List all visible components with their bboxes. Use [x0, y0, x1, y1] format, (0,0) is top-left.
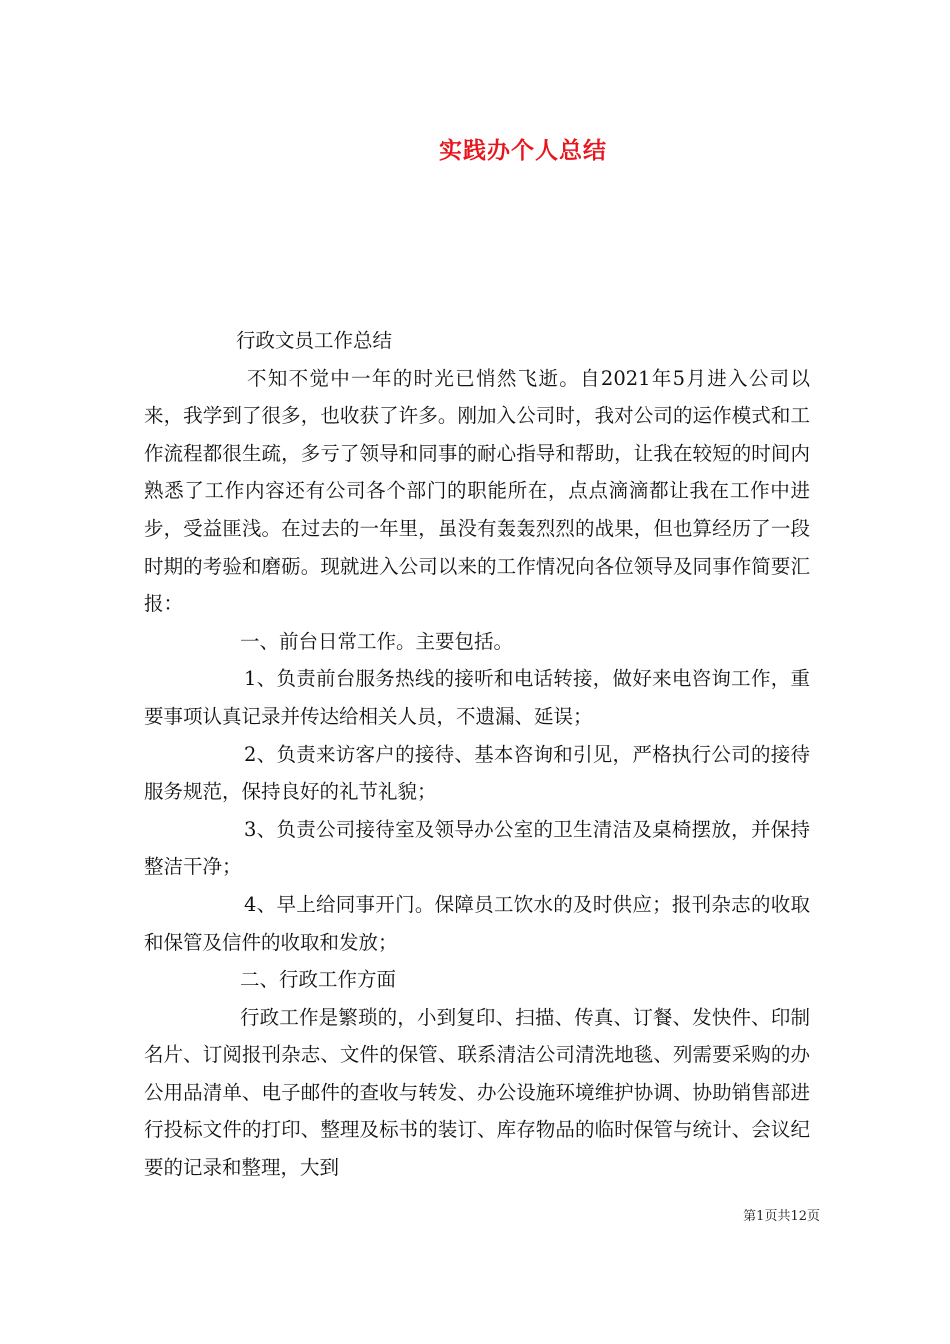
list-item: 1、负责前台服务热线的接听和电话转接，做好来电咨询工作，重要事项认真记录并传达给相关人员，不遗漏、延误；	[144, 667, 810, 728]
list-item: 2、负责来访客户的接待、基本咨询和引见，严格执行公司的接待服务规范，保持良好的礼节礼貌；	[144, 742, 810, 804]
admin-paragraph: 行政工作是繁琐的，小到复印、扫描、传真、订餐、发快件、印制名片、订阅报刊杂志、文件的保管、联系清洁公司清洗地毯、列需要采购的办公用品清单、电子邮件的查收与转发、办公设施环境维护协调、协助销售部进行投标文件的打印、整理及标书的装订、库存物品的临时保管与统计、会议纪要的记录和整理，大到	[144, 1005, 810, 1180]
list-item: 3、负责公司接待室及领导办公室的卫生清洁及桌椅摆放，并保持整洁干净；	[144, 817, 810, 879]
intro-paragraph: 不知不觉中一年的时光已悄然飞逝。自2021年5月进入公司以来，我学到了很多，也收获了许多。刚加入公司时，我对公司的运作模式和工作流程都很生疏，多亏了领导和同事的耐心指导和帮助，让我在较短的时间内熟悉了工作内容还有公司各个部门的职能所在，点点滴滴都让我在工作中进步，受益匪浅。在过去的一年里，虽没有轰轰烈烈的战果，但也算经历了一段时期的考验和磨砺。现就进入公司以来的工作情况向各位领导及同事作简要汇报：	[144, 366, 810, 616]
document-title: 实践办个人总结	[439, 137, 607, 164]
page-number: 第1页共12页	[743, 1209, 820, 1224]
document-subtitle: 行政文员工作总结	[236, 329, 393, 352]
list-item: 4、早上给同事开门。保障员工饮水的及时供应；报刊杂志的收取和保管及信件的收取和发放；	[144, 892, 810, 954]
document-body	[144, 322, 810, 1187]
section-heading-admin: 二、行政工作方面	[240, 968, 397, 992]
section-heading-front-desk: 一、前台日常工作。主要包括。	[240, 629, 514, 653]
